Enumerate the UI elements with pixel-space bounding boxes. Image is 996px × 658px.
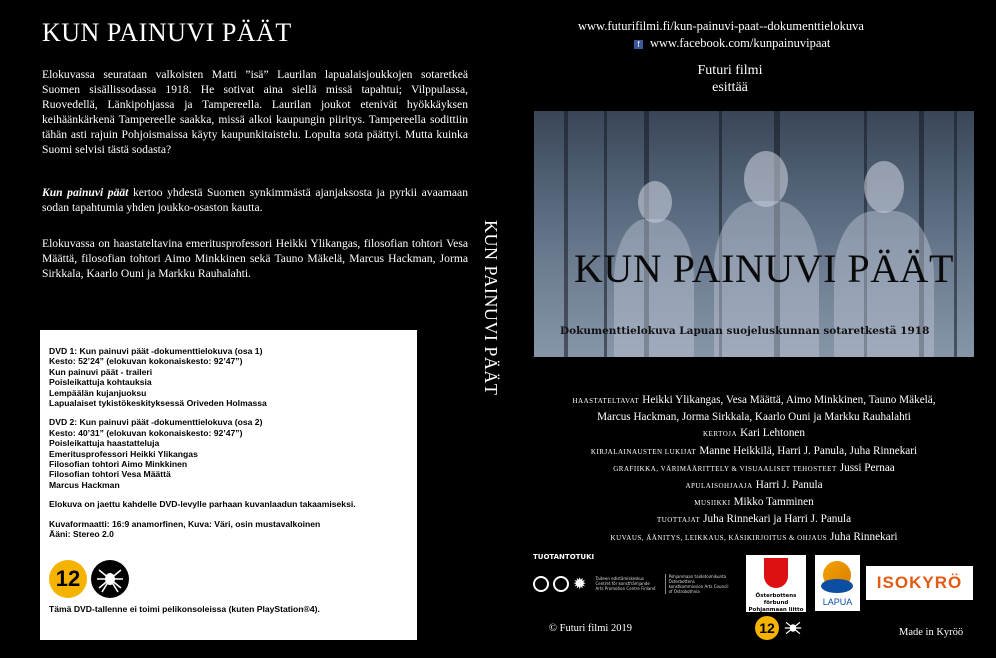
list-item: Poisleikattuja kohtauksia [49,377,152,388]
synopsis-paragraph-2 [42,185,468,215]
credits-block [534,392,974,546]
copyright: © Futuri filmi 2019 [549,623,632,634]
presenter-verb: esittää [712,80,748,95]
list-item: Filosofian tohtori Vesa Määttä [49,469,171,480]
lapua-logo: LAPUA [815,555,860,611]
credit-line: MUSIIKKI Mikko Tamminen [694,496,814,509]
spider-violence-icon [781,616,805,640]
credit-line: HAASTATELTAVAT Heikki Ylikangas, Vesa Määttä, Aimo Minkkinen, Tauno Mäkelä, [572,394,936,406]
facebook-url[interactable]: www.facebook.com/kunpainuvipaat [650,36,831,50]
film-title: KUN PAINUVI PÄÄT [574,246,954,291]
synopsis-paragraph-2-text: kertoo yhdestä Suomen synkimmästä ajanjaksosta ja pyrkii avaamaan sodan tapahtumia yhden joukko-osaston kautta. [42,186,468,214]
cover-photo [534,111,974,357]
list-item: Marcus Hackman [49,479,120,490]
list-item: Emeritusprofessori Heikki Ylikangas [49,448,198,459]
age-rating-badge: 12 [49,560,87,598]
sun-icon: ✹ [573,574,587,593]
back-title: KUN PAINUVI PÄÄT [42,18,292,47]
credit-line: KERTOJA Kari Lehtonen [702,427,805,440]
facebook-icon: f [634,40,643,49]
format-info: Kuvaformaatti: 16:9 anamorfinen, Kuva: Väri, osin mustavalkoinen [49,518,321,529]
film-subtitle: Dokumenttielokuva Lapuan suojeluskunnan sotaretkestä 1918 [560,325,930,337]
taike-text: Taiteen edistämiskeskus Centret för konstfrämjande Arts Promotion Centre Finland [595,576,656,591]
presenter-company: Futuri filmi [697,63,763,78]
list-item: Filosofian tohtori Aimo Minkkinen [49,459,188,470]
list-item: Lempäälän kujanjuoksu [49,387,147,398]
list-item: DVD 2: Kun painuvi päät -dokumenttielokuva (osa 2) [49,417,263,428]
isokyro-logo: ISOKYRÖ [866,566,973,600]
console-note: Tämä DVD-tallenne ei toimi pelikonsoleissa (kuten PlayStation®4). [49,604,320,614]
production-support-label: TUOTANTOTUKI [533,553,595,561]
credit-line: TUOTTAJAT Juha Rinnekari ja Harri J. Panula [656,513,852,526]
spider-violence-icon [91,560,129,598]
small-rating-badges [755,616,805,640]
arts-council-text: Pohjanmaan taidetoimikunta Österbottens konstkommission Arts Council of Ostrobothnia [665,574,729,594]
dvd-info-box [40,330,417,640]
credit-line: KIRJALAINAUSTEN LUKIJAT Manne Heikkilä, Harri J. Panula, Juha Rinnekari [590,444,918,457]
split-note: Elokuva on jaettu kahdelle DVD-levylle parhaan kuvanlaadun takaamiseksi. [49,499,356,510]
made-in: Made in Kyröö [899,627,964,638]
disc1-list [49,346,409,408]
spiral-icon [533,576,549,592]
presenter [680,62,780,96]
website-url[interactable]: www.futurifilmi.fi/kun-painuvi-paat--dokumenttielokuva [578,19,864,33]
arrow-circle-icon [553,576,569,592]
spine-title: KUN PAINUVI PÄÄT [481,220,501,396]
credit-line: Marcus Hackman, Jorma Sirkkala, Kaarlo Ouni ja Markku Rauhalahti [597,411,911,424]
list-item: Kesto: 40’31” (elokuvan kokonaiskesto: 92’47”) [49,427,243,438]
list-item: Poisleikattuja haastatteluja [49,438,160,449]
audio-info: Ääni: Stereo 2.0 [49,529,114,540]
list-item: DVD 1: Kun painuvi päät -dokumenttielokuva (osa 1) [49,346,263,356]
credit-line: APULAISOHJAAJA Harri J. Panula [685,479,823,492]
list-item: Kun painuvi päät - traileri [49,366,153,377]
list-item: Lapualaiset tykistökeskityksessä Oriveden Holmassa [49,398,267,409]
credit-line: GRAFIIKKA, VÄRIMÄÄRITTELY & VISUAALISET TEHOSTEET Jussi Pernaa [613,461,895,474]
synopsis-title-italic: Kun painuvi päät [42,186,129,199]
support-logos [533,573,729,594]
synopsis-paragraph-1: Elokuvassa seurataan valkoisten Matti ”isä” Laurilan lapualaisjoukkojen sotaretkeä Suomen sisällissodassa 1918. He sotivat aina siellä missä tapahtui; Vilppulassa, Ruovedellä, Länkipohjassa ja Tampereella. Laurilan joukot etenivät hyökkäyksen keihäänkärkenä Tampereelle saakka, missä alkoi kaupungin piiritys. Tampereella sodittiin tähän asti rajuin Pohjoismaissa käyty kaupunkitaistelu. Lopulta sota päättyi. Mutta kuinka Suomi selvisi tästä sodasta? [42,68,468,156]
list-item: Kesto: 52’24” (elokuvan kokonaiskesto: 92’47”) [49,356,243,367]
rating-badges [49,560,129,598]
disc2-list [49,417,409,490]
age-rating-badge-small: 12 [755,616,779,640]
credit-line: KUVAUS, ÄÄNITYS, LEIKKAUS, KÄSIKIRJOITUS & OHJAUS Juha Rinnekari [610,530,898,543]
synopsis-paragraph-3: Elokuvassa on haastateltavina emeritusprofessori Heikki Ylikangas, filosofian tohtori Vesa Määttä, filosofian tohtori Aimo Minkkinen sekä Tauno Mäkelä, Marcus Hackman, Jorma Sirkkala, Kaarlo Ouni ja Markku Rauhalahti. [42,237,468,280]
osterbottens-forbund-logo: Österbottens förbund Pohjanmaan liitto [746,555,806,612]
